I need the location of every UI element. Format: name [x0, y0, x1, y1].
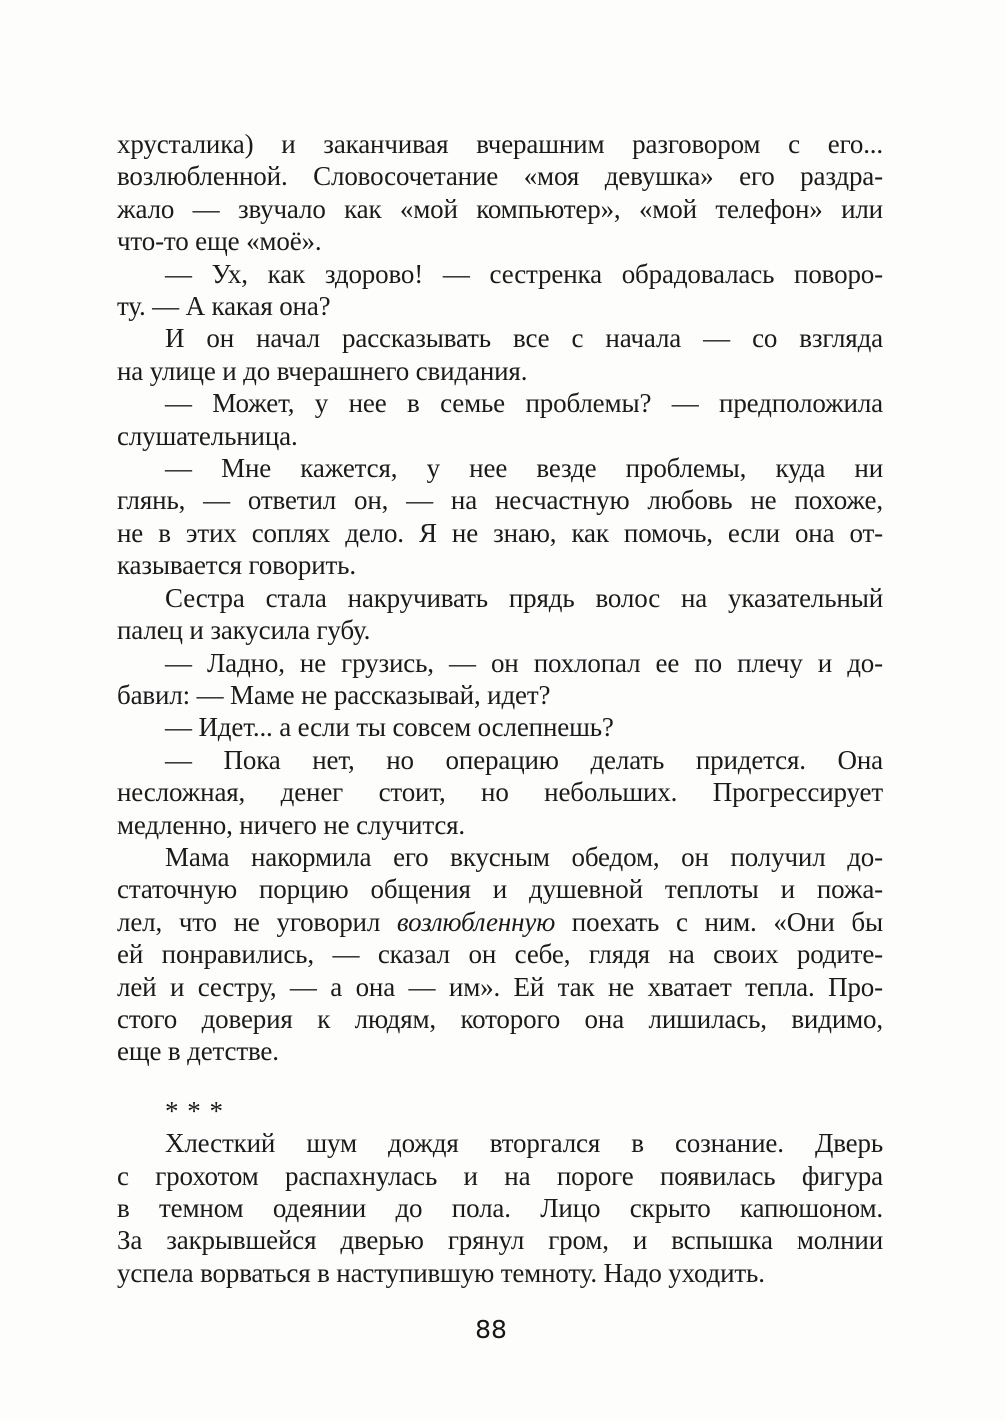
text-segment: ей понравились, — сказал он себе, глядя на своих родите- [117, 939, 883, 970]
text-line [117, 517, 883, 549]
text-line [117, 971, 883, 1003]
text-segment: глянь, — ответил он, — на несчастную любовь не похоже, [117, 485, 883, 516]
text-line [117, 452, 883, 484]
text-line [117, 841, 883, 873]
text-segment: Мама накормила его вкусным обедом, он получил до- [165, 841, 883, 872]
paragraph [117, 1127, 883, 1289]
text-line [117, 1160, 883, 1192]
text-segment: ту. — А какая она? [117, 291, 331, 322]
text-segment: возлюбленной. Словосочетание «моя девушка» его раздра- [117, 161, 883, 192]
text-segment: казывается говорить. [117, 550, 356, 581]
text-segment: — Может, у нее в семье проблемы? — предположила [165, 388, 883, 419]
text-segment: За закрывшейся дверью грянул гром, и вспышка молнии [117, 1225, 883, 1256]
section-separator [117, 1095, 883, 1127]
text-segment: жало — звучало как «мой компьютер», «мой телефон» или [117, 193, 883, 224]
text-line [117, 387, 883, 419]
text-segment: — Ух, как здорово! — сестренка обрадовалась поворо- [165, 258, 883, 289]
text-line [117, 582, 883, 614]
paragraph [117, 647, 883, 712]
text-line [117, 1095, 883, 1127]
text-segment: еще в детстве. [117, 1036, 279, 1067]
text-segment: И он начал рассказывать все с начала — со взгляда [165, 323, 883, 354]
text-line [117, 355, 883, 387]
text-line [117, 1257, 883, 1289]
text-segment: лей и сестру, — а она — им». Ей так не хватает тепла. Про- [117, 971, 883, 1002]
text-segment: — Идет... а если ты совсем ослепнешь? [165, 712, 614, 743]
paragraph [117, 322, 883, 387]
text-segment: поехать с ним. «Они бы [555, 906, 883, 937]
text-line [117, 1003, 883, 1035]
paragraph [117, 711, 883, 743]
text-line [117, 776, 883, 808]
text-line [117, 290, 883, 322]
paragraph [117, 841, 883, 1068]
text-line [117, 1192, 883, 1224]
text-segment: лел, что не уговорил [117, 906, 397, 937]
text-segment: на улице и до вчерашнего свидания. [117, 355, 528, 386]
text-line [117, 906, 883, 938]
text-segment: не в этих соплях дело. Я не знаю, как помочь, если она от- [117, 517, 883, 548]
text-line [117, 549, 883, 581]
text-line [117, 420, 883, 452]
text-segment: слушательница. [117, 420, 298, 451]
paragraph [117, 744, 883, 841]
text-line [117, 809, 883, 841]
text-line [117, 128, 883, 160]
italic-text: возлюбленную [396, 906, 556, 937]
text-line [117, 225, 883, 257]
text-line [117, 614, 883, 646]
text-line [117, 322, 883, 354]
text-line [117, 744, 883, 776]
paragraph [117, 258, 883, 323]
text-segment: успела ворваться в наступившую темноту. Надо уходить. [117, 1257, 765, 1288]
text-line [117, 258, 883, 290]
paragraph [117, 128, 883, 258]
text-line [117, 484, 883, 516]
text-segment: стого доверия к людям, которого она лишилась, видимо, [117, 1003, 883, 1034]
text-line [117, 938, 883, 970]
text-segment: — Пока нет, но операцию делать придется. Она [165, 744, 883, 775]
text-line [117, 873, 883, 905]
text-segment: в темном одеянии до пола. Лицо скрыто капюшоном. [117, 1193, 883, 1223]
text-segment: — Мне кажется, у нее везде проблемы, куда ни [165, 453, 883, 484]
text-segment: статочную порцию общения и душевной теплоты и пожа- [117, 874, 883, 905]
text-line [117, 711, 883, 743]
text-segment: с грохотом распахнулась и на пороге появилась фигура [117, 1160, 883, 1191]
text-segment: медленно, ничего не случится. [117, 809, 466, 840]
text-segment: Сестра стала накручивать прядь волос на указательный [165, 582, 883, 613]
text-line [117, 647, 883, 679]
page-text [117, 128, 883, 1289]
page-number: 88 [475, 1315, 507, 1344]
text-segment: несложная, денег стоит, но небольших. Прогрессирует [117, 777, 883, 808]
paragraph [117, 582, 883, 647]
text-line [117, 160, 883, 192]
text-segment: Хлесткий шум дождя вторгался в сознание. Дверь [165, 1128, 883, 1159]
text-segment: — Ладно, не грузись, — он похлопал ее по плечу и до- [165, 647, 883, 678]
text-line [117, 193, 883, 225]
text-segment: бавил: — Маме не рассказывай, идет? [117, 679, 551, 710]
text-line [117, 1127, 883, 1159]
paragraph [117, 452, 883, 582]
text-segment: * * * [165, 1095, 224, 1126]
text-segment: хрусталика) и заканчивая вчерашним разговором с его... [117, 129, 883, 159]
text-segment: палец и закусила губу. [117, 615, 371, 646]
paragraph [117, 387, 883, 452]
text-segment: что-то еще «моё». [117, 226, 322, 257]
text-line [117, 679, 883, 711]
text-line [117, 1224, 883, 1256]
text-line [117, 1035, 883, 1067]
